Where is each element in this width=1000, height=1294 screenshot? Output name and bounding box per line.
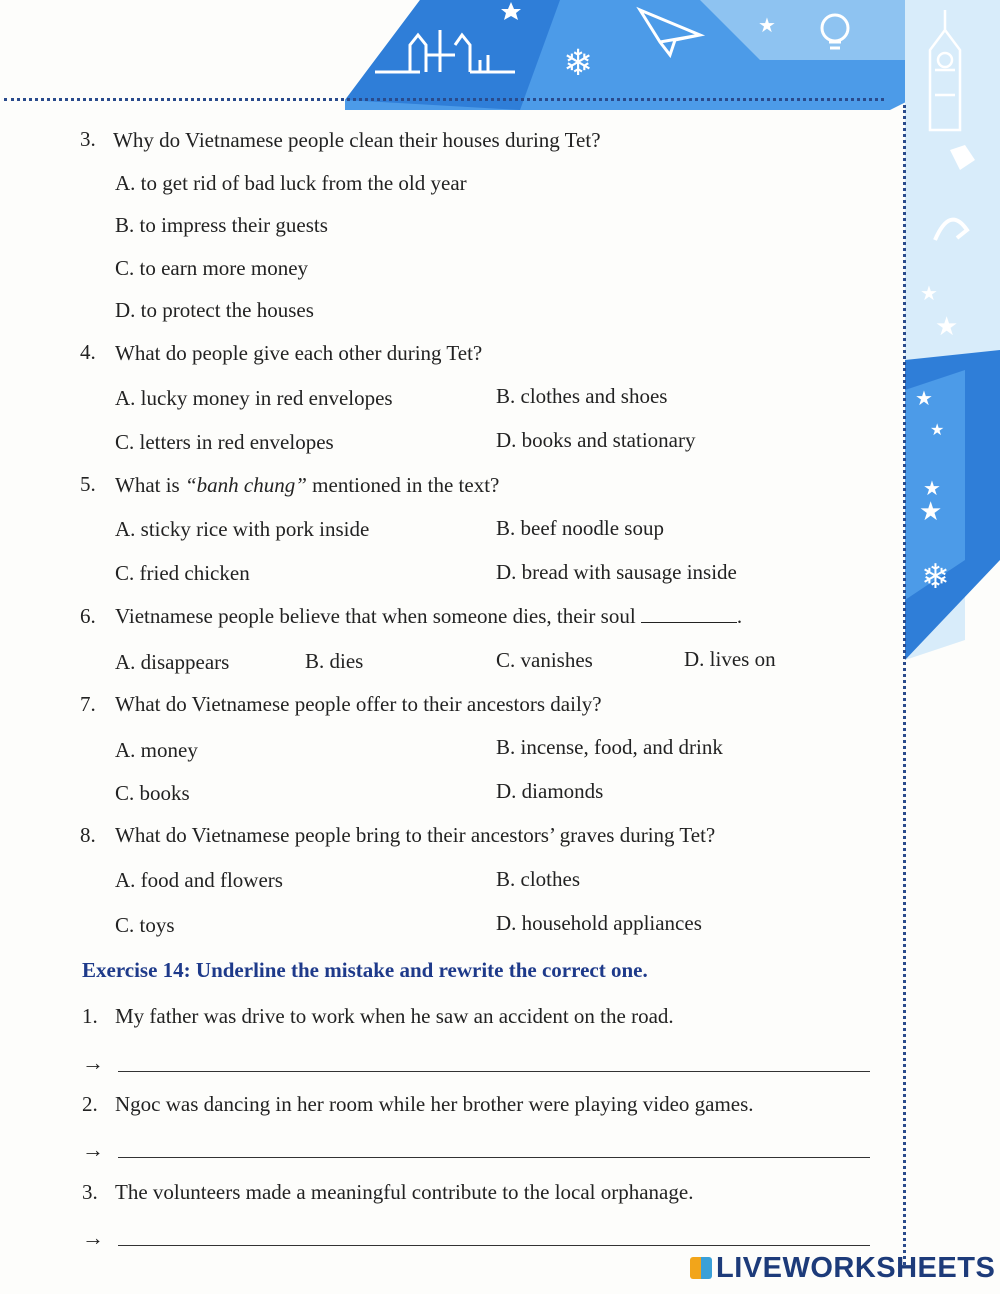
question-term: “banh chung” xyxy=(184,473,307,497)
option-c[interactable]: C. letters in red envelopes xyxy=(115,430,334,454)
question-number: 4. xyxy=(80,340,96,364)
answer-line[interactable] xyxy=(118,1245,870,1246)
sentence-number: 3. xyxy=(82,1180,98,1204)
side-decoration xyxy=(905,0,1000,660)
option-b[interactable]: B. to impress their guests xyxy=(115,213,328,237)
sentence-text: Ngoc was dancing in her room while her brother were playing video games. xyxy=(115,1092,754,1116)
question-text: What do people give each other during Tet? xyxy=(115,341,483,365)
question-number: 7. xyxy=(80,692,96,716)
option-d[interactable]: D. diamonds xyxy=(496,779,604,803)
question-text: Why do Vietnamese people clean their houses during Tet? xyxy=(113,128,601,152)
option-c[interactable]: C. fried chicken xyxy=(115,561,250,585)
star-icon: ★ xyxy=(919,497,943,527)
star-icon: ★ xyxy=(930,420,945,439)
arrow-icon: → xyxy=(82,1137,104,1162)
question-text: What do Vietnamese people bring to their ancestors’ graves during Tet? xyxy=(115,823,716,847)
answer-blank[interactable] xyxy=(641,604,737,623)
sentence-text: My father was drive to work when he saw an accident on the road. xyxy=(115,1004,674,1028)
option-d[interactable]: D. bread with sausage inside xyxy=(496,560,737,584)
header-banner xyxy=(0,0,1000,110)
option-c[interactable]: C. toys xyxy=(115,913,175,937)
option-d[interactable]: D. lives on xyxy=(684,647,776,671)
option-b[interactable]: B. incense, food, and drink xyxy=(496,735,723,759)
option-c[interactable]: C. to earn more money xyxy=(115,256,309,280)
liveworksheets-logo[interactable] xyxy=(690,1252,995,1285)
question-number: 3. xyxy=(80,127,96,151)
option-a[interactable]: A. sticky rice with pork inside xyxy=(115,517,370,541)
option-d[interactable]: D. household appliances xyxy=(496,911,702,935)
sentence-number: 1. xyxy=(82,1004,98,1028)
sentence-number: 2. xyxy=(82,1092,98,1116)
option-a[interactable]: A. lucky money in red envelopes xyxy=(115,386,393,410)
question-number: 5. xyxy=(80,472,96,496)
sentence-text: The volunteers made a meaningful contribute to the local orphanage. xyxy=(115,1180,694,1204)
option-b[interactable]: B. dies xyxy=(305,649,364,673)
option-a[interactable]: A. food and flowers xyxy=(115,868,283,892)
snowflake-icon: ❄ xyxy=(921,557,950,597)
snowflake-icon: ❄ xyxy=(563,43,594,84)
question-number: 6. xyxy=(80,604,96,628)
option-d[interactable]: D. books and stationary xyxy=(496,428,696,452)
small-star-icon: ★ xyxy=(758,13,776,37)
question-text-end: mentioned in the text? xyxy=(306,473,500,497)
option-b[interactable]: B. clothes xyxy=(496,867,580,891)
option-a[interactable]: A. disappears xyxy=(115,650,230,674)
question-text-main: Vietnamese people believe that when someone dies, their soul xyxy=(115,604,636,628)
option-c[interactable]: C. books xyxy=(115,781,190,805)
right-border xyxy=(903,105,906,1265)
question-text xyxy=(115,472,499,498)
answer-line[interactable] xyxy=(118,1071,870,1072)
option-b[interactable]: B. clothes and shoes xyxy=(496,384,668,408)
star-icon: ★ xyxy=(923,476,941,500)
option-a[interactable]: A. to get rid of bad luck from the old year xyxy=(115,171,467,195)
option-b[interactable]: B. beef noodle soup xyxy=(496,516,664,540)
question-number: 8. xyxy=(80,823,96,847)
option-d[interactable]: D. to protect the houses xyxy=(115,298,314,322)
question-text: What do Vietnamese people offer to their ancestors daily? xyxy=(115,692,602,716)
question-period: . xyxy=(736,604,743,628)
logo-icon xyxy=(690,1257,712,1279)
option-c[interactable]: C. vanishes xyxy=(496,648,593,672)
star-icon: ★ xyxy=(920,281,938,305)
logo-text: LIVEWORKSHEETS xyxy=(716,1252,996,1284)
arrow-icon: → xyxy=(82,1050,104,1075)
question-text-start: What is xyxy=(115,473,185,497)
star-icon: ★ xyxy=(935,312,959,342)
answer-line[interactable] xyxy=(118,1157,870,1158)
top-border xyxy=(4,98,884,101)
exercise-title: Exercise 14: Underline the mistake and rewrite the correct one. xyxy=(82,958,648,982)
arrow-icon: → xyxy=(82,1225,104,1250)
star-icon: ★ xyxy=(915,386,933,410)
option-a[interactable]: A. money xyxy=(115,738,198,762)
question-text xyxy=(115,603,742,629)
